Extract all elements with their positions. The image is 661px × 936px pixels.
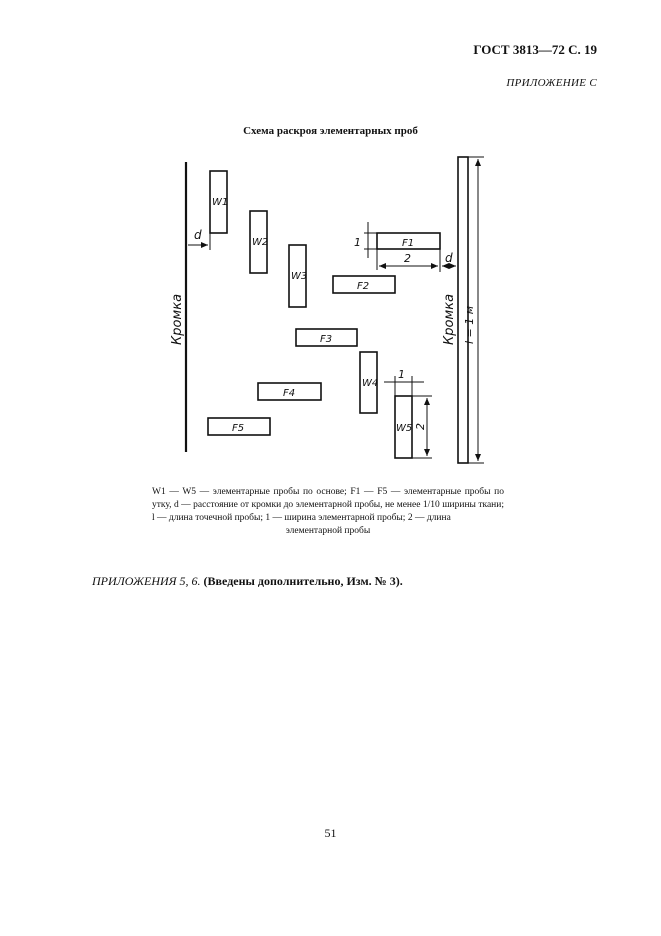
warp-sample-label: W4 xyxy=(362,378,379,389)
legend-text: W1 — W5 — элементарные пробы по основе; F1 — F5 — элементарные пробы по утку, d — расстояние от кромки до элементарной пробы, не менее 1/10 ширины ткани; l — длина точечной пробы; 1 — ширина элементарной пробы; 2 — длина xyxy=(152,487,504,523)
weft-sample-label: F4 xyxy=(283,388,296,399)
distance-label-left: d xyxy=(194,228,202,242)
weft-sample-label: F1 xyxy=(402,238,415,249)
addendum-change-note: (Введены дополнительно, Изм. № 3). xyxy=(203,574,403,588)
addendum-applications: ПРИЛОЖЕНИЯ 5, 6. xyxy=(92,574,201,588)
page-number: 51 xyxy=(324,826,337,840)
diagram-title: Схема раскроя элементарных проб xyxy=(243,125,418,137)
right-edge-label: Кромка xyxy=(442,293,457,345)
length-label-w5: 2 xyxy=(414,423,427,430)
distance-label-right: d xyxy=(445,251,453,265)
left-edge-label: Кромка xyxy=(170,293,185,345)
length-label-f1: 2 xyxy=(404,252,411,265)
appendix-label: ПРИЛОЖЕНИЕ С xyxy=(506,77,597,89)
width-label-f1: 1 xyxy=(354,236,361,249)
warp-sample-label: W1 xyxy=(212,197,229,208)
standard-reference: ГОСТ 3813—72 С. 19 xyxy=(473,42,597,57)
warp-sample-label: W5 xyxy=(396,423,413,434)
warp-sample-label: W2 xyxy=(252,237,269,248)
diagram-legend xyxy=(152,486,504,538)
weft-sample-label: F3 xyxy=(320,334,333,345)
weft-sample-label: F2 xyxy=(357,281,370,292)
legend-text-end: элементарной пробы xyxy=(285,526,371,536)
weft-sample-label: F5 xyxy=(232,423,245,434)
warp-sample-label: W3 xyxy=(291,271,308,282)
addendum-note xyxy=(92,574,403,589)
width-label-w5: 1 xyxy=(398,368,405,381)
length-label: l = 1 м xyxy=(463,305,476,344)
